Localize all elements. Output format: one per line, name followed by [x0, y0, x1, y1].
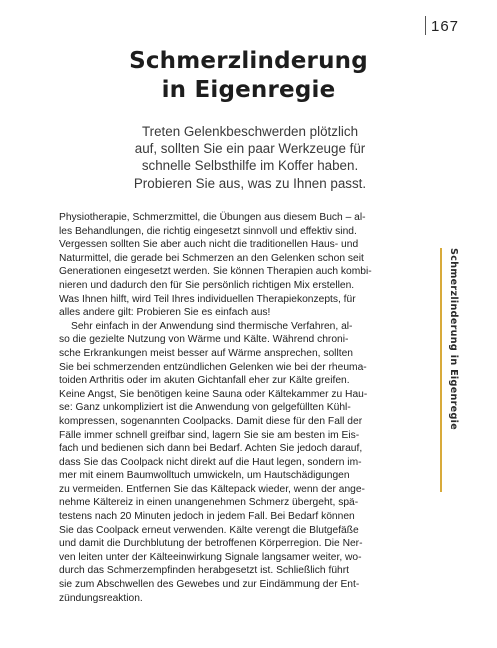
lead-line: Probieren Sie aus, was zu Ihnen passt.	[133, 175, 367, 191]
body-line: Was Ihnen hilft, wird Teil Ihres individuellen Therapiekonzepts, für	[59, 293, 356, 305]
page-number-divider	[425, 16, 426, 35]
body-line: les Behandlungen, die richtig eingesetzt sinnvoll und effektiv sind.	[59, 225, 357, 237]
body-line: dass Sie das Coolpack nicht direkt auf die Haut legen, sondern im-	[59, 456, 362, 468]
body-line: zu vermeiden. Entfernen Sie das Kältepack wieder, wenn der ange-	[59, 483, 365, 495]
body-line: ven leiten unter der Kälteeinwirkung Signale langsamer weiter, wo-	[59, 551, 362, 563]
body-line: Fälle immer schnell greifbar sind, lagern Sie sie am besten im Eis-	[59, 429, 360, 441]
body-line: durch das Schmerzempfinden herabgesetzt ist. Schließlich führt	[59, 565, 349, 577]
body-line: toiden Arthritis oder im akuten Gichtanfall eher zur Kälte greifen.	[59, 375, 350, 387]
lead-line: Treten Gelenkbeschwerden plötzlich	[141, 124, 359, 139]
body-paragraph-2	[59, 320, 404, 605]
body-line: Sie bei schmerzenden entzündlichen Gelenken wie bei der rheuma-	[59, 361, 367, 373]
body-line: Generationen eingesetzt werden. Sie können Therapien auch kombi-	[59, 266, 372, 278]
body-line: Naturmittel, die gerade bei Schmerzen an den Gelenken schon seit	[59, 252, 364, 264]
page-number: 167	[431, 18, 460, 35]
body-line: sche Erkrankungen meist besser auf Wärme ansprechen, sollten	[59, 347, 353, 359]
body-line: nehme Kältereiz in einen unangenehmen Schmerz übergeht, spä-	[59, 497, 359, 509]
body-line: und damit die Durchblutung der betroffenen Körperregion. Die Ner-	[59, 538, 363, 550]
body-line: Keine Angst, Sie benötigen keine Sauna oder Kältekammer zu Hau-	[59, 388, 368, 400]
body-text	[59, 211, 404, 605]
lead-paragraph	[80, 123, 420, 192]
page-title-line-2: in Eigenregie	[161, 77, 336, 103]
body-paragraph-1	[59, 211, 404, 320]
body-line: se: Ganz unkompliziert ist die Anwendung von gelgefüllten Kühl-	[59, 402, 351, 414]
body-line: Sie das Coolpack erneut verwenden. Kälte verengt die Blutgefäße	[59, 524, 359, 536]
lead-line: schnelle Selbsthilfe im Koffer haben.	[141, 158, 359, 174]
body-line: zündungsreaktion.	[59, 592, 143, 604]
body-line: kompressen, sogenannten Coolpacks. Damit diese für den Fall der	[59, 415, 363, 427]
body-line: Vergessen sollten Sie aber auch nicht die traditionellen Haus- und	[59, 239, 359, 251]
body-line: fach und bedienen sich dann bei Bedarf. Achten Sie jedoch darauf,	[59, 443, 363, 455]
chapter-side-tab-label: Schmerzlinderung in Eigenregie	[448, 248, 459, 431]
body-line: alles andere gilt: Probieren Sie es einfach aus!	[59, 307, 271, 319]
body-line: Sehr einfach in der Anwendung sind thermische Verfahren, al-	[71, 320, 353, 332]
body-line: testens nach 20 Minuten jedoch in jedem Fall. Bei Bedarf können	[59, 511, 355, 523]
body-line: mer mit einem Baumwolltuch umwickeln, um Hautschädigungen	[59, 470, 350, 482]
body-line: so die gezielte Nutzung von Wärme und Kälte. Während chroni-	[59, 334, 349, 346]
page-title	[0, 47, 497, 105]
chapter-side-tab	[440, 248, 458, 492]
body-line: sie zum Abschwellen des Gewebes und zur Eindämmung der Ent-	[59, 579, 360, 591]
body-line: nieren und dadurch den für Sie persönlich richtigen Mix erstellen.	[59, 279, 355, 291]
body-line: Physiotherapie, Schmerzmittel, die Übungen aus diesem Buch – al-	[59, 212, 366, 223]
lead-line: auf, sollten Sie ein paar Werkzeuge für	[134, 141, 366, 157]
page-title-line-1: Schmerzlinderung	[129, 48, 368, 74]
